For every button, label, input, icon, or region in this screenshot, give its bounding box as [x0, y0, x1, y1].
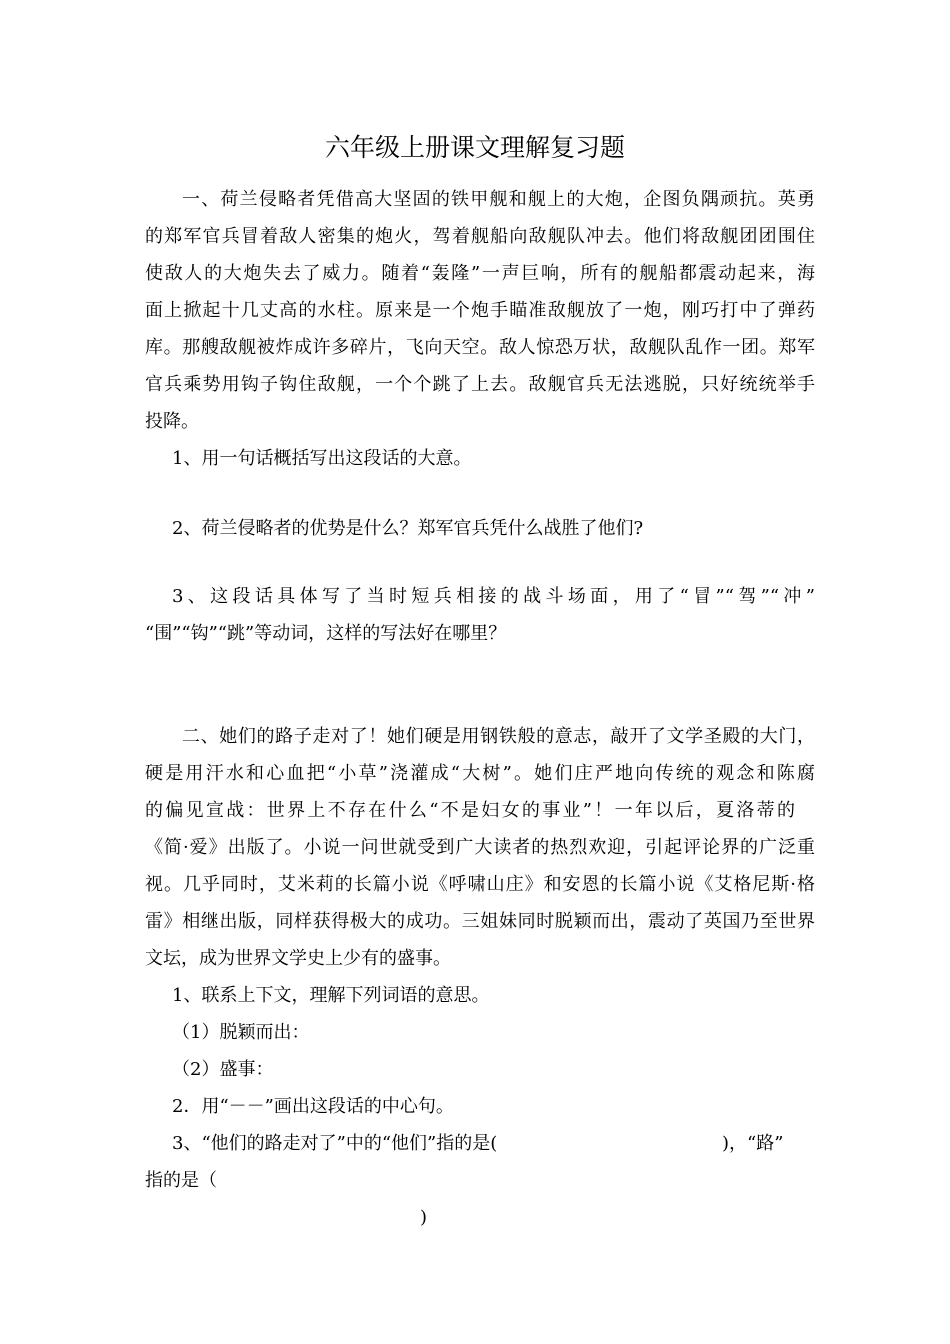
s2-question-1: 1、联系上下文，理解下列词语的意思。 [172, 985, 490, 1006]
passage1-line-4: 面上掀起十几丈高的水柱。原来是一个炮手瞄准敌舰放了一炮，刚巧打中了弹药 [145, 300, 815, 321]
passage2-line-1: 二、她们的路子走对了！她们硬是用钢铁般的意志，敲开了文学圣殿的大门， [182, 726, 815, 747]
passage1-line-6: 官兵乘势用钩子钩住敌舰，一个个跳了上去。敌舰官兵无法逃脱，只好统统举手 [145, 374, 815, 395]
passage2-line-5: 视。几乎同时，艾米莉的长篇小说《呼啸山庄》和安恩的长篇小说《艾格尼斯·格 [145, 874, 815, 895]
page-title: 六年级上册课文理解复习题 [324, 133, 625, 162]
passage2-line-2: 硬是用汗水和心血把“小草”浇灌成“大树”。她们庄严地向传统的观念和陈腐 [145, 763, 815, 784]
passage2-line-7: 文坛，成为世界文学史上少有的盛事。 [145, 948, 451, 969]
s1-question-2: 2、荷兰侵略者的优势是什么？郑军官兵凭什么战胜了他们? [172, 518, 644, 539]
passage2-line-6: 雷》相继出版，同样获得极大的成功。三姐妹同时脱颖而出，震动了英国乃至世界 [145, 911, 815, 932]
s2-question-1a: （1）脱颖而出： [172, 1022, 310, 1043]
s1-question-1: 1、用一句话概括写出这段话的大意。 [172, 448, 472, 469]
s1-question-3-line-2: “围”“钩”“跳”等动词，这样的写法好在哪里？ [145, 623, 507, 644]
s1-question-3-line-1: 3、这段话具体写了当时短兵相接的战斗场面，用了“冒”“驾”“冲” [172, 586, 815, 607]
s2-question-3-line-1b: )，“路” [722, 1133, 784, 1154]
s2-question-3-line-3: ) [420, 1207, 428, 1228]
passage1-line-2: 的郑军官兵冒着敌人密集的炮火，驾着舰船向敌舰队冲去。他们将敌舰团团围住 [145, 226, 815, 247]
passage1-line-3: 使敌人的大炮失去了威力。随着“轰隆”一声巨响，所有的舰船都震动起来，海 [145, 263, 815, 284]
passage1-line-7: 投降。 [145, 411, 199, 432]
s2-question-1b: （2）盛事： [172, 1059, 274, 1080]
s2-question-3-line-2: 指的是（ [145, 1170, 217, 1191]
s2-question-2: 2．用“－－”画出这段话的中心句。 [172, 1096, 454, 1117]
passage1-line-1: 一、荷兰侵略者凭借高大坚固的铁甲舰和舰上的大炮，企图负隅顽抗。英勇 [182, 189, 815, 210]
passage1-line-5: 库。那艘敌舰被炸成许多碎片，飞向天空。敌人惊恐万状，敌舰队乱作一团。郑军 [145, 337, 815, 358]
passage2-line-3: 的偏见宣战：世界上不存在什么“不是妇女的事业”！一年以后，夏洛蒂的 [145, 800, 795, 821]
passage2-line-4: 《简·爱》出版了。小说一问世就受到广大读者的热烈欢迎，引起评论界的广泛重 [145, 837, 815, 858]
s2-question-3-line-1a: 3、“他们的路走对了”中的“他们”指的是( [172, 1133, 498, 1154]
